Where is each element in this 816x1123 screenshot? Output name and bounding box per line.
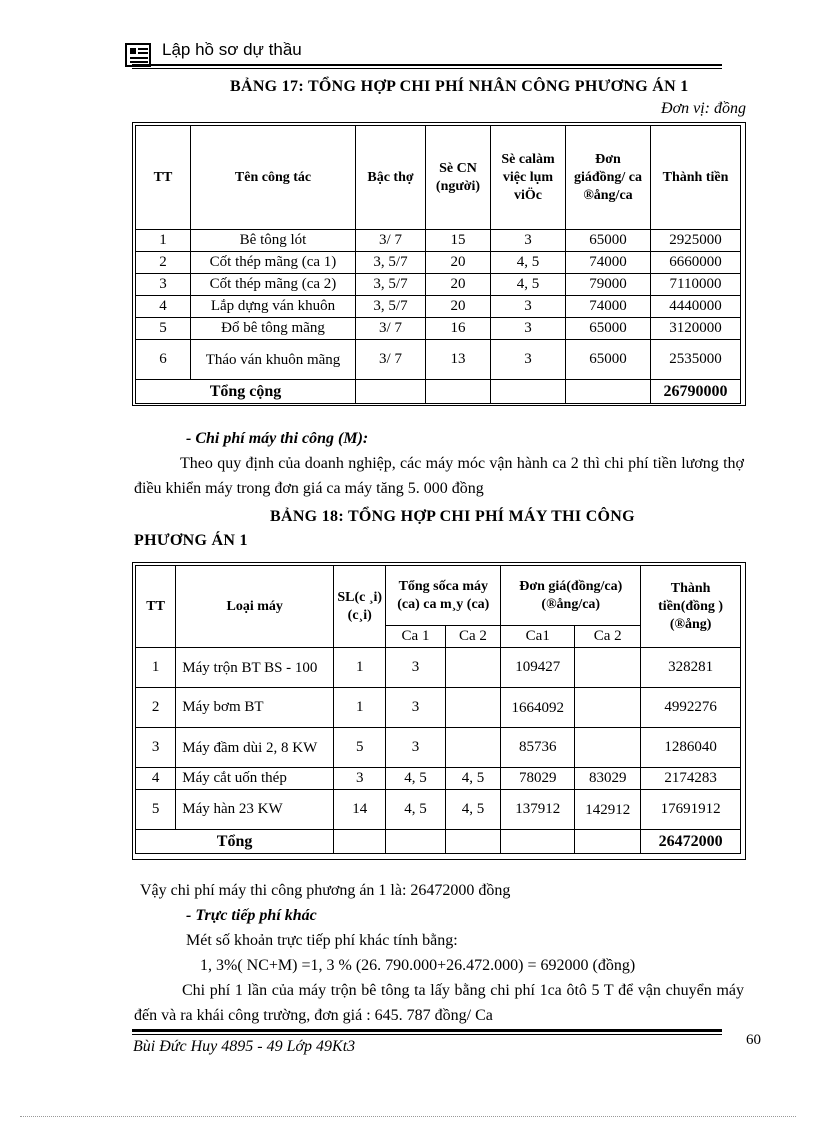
t18-total-value: 26472000 [641,830,741,854]
table17-title: BẢNG 17: TỔNG HỢP CHI PHÍ NHÂN CÔNG PHƯƠNG ÁN 1 [230,78,689,95]
t17-h-bac: Bậc thợ [356,126,426,230]
cell: 14 [334,790,386,830]
table-row [136,340,741,380]
table18-title-line2: PHƯƠNG ÁN 1 [134,532,248,549]
cell: 20 [426,252,491,274]
cell: Bê tông lót [191,230,356,252]
table-row [136,790,741,830]
t18-sub-ca2: Ca 2 [445,626,501,648]
machine-paragraph: Theo quy định của doanh nghiệp, các máy móc vận hành ca 2 thì chi phí tiền lương thợ điều khiển máy trong đơn giá ca máy tăng 5. 000 đồng [134,455,744,497]
cell [386,830,445,854]
table-row [136,296,741,318]
cell: 6660000 [651,252,741,274]
t18-sub-dg-ca1: Ca1 [501,626,575,648]
cell: 4 [136,768,176,790]
cell: 142912 [575,790,641,830]
table-total-row [136,380,741,404]
cell: Máy cắt uốn thép [176,768,334,790]
t18-h-loai: Loại máy [176,566,334,648]
header-rule-thin [132,68,722,69]
cell: 4, 5 [491,252,566,274]
cell: 3, 5/7 [356,274,426,296]
cell: 20 [426,296,491,318]
header-rule [132,64,722,66]
table-row [136,252,741,274]
cell: 65000 [566,318,651,340]
cell: 3 [491,340,566,380]
cell [334,830,386,854]
cell: Máy bơm BT [176,688,334,728]
cell: Tháo ván khuôn mãng [191,340,356,380]
cell: 3 [491,318,566,340]
cell: 2925000 [651,230,741,252]
other-cost-heading: - Trực tiếp phí khác [186,907,317,924]
t18-sub-dg-ca2: Ca 2 [575,626,641,648]
cell [426,380,491,404]
cell: 4992276 [641,688,741,728]
cell: 1 [136,230,191,252]
cell: 3/ 7 [356,340,426,380]
cell: Máy trộn BT BS - 100 [176,648,334,688]
cell: 5 [334,728,386,768]
cell: 1664092 [501,688,575,728]
page-number: 60 [746,1032,761,1048]
cell: 74000 [566,296,651,318]
table17 [135,125,741,404]
cell: 109427 [501,648,575,688]
cell: 1 [136,648,176,688]
table18 [135,565,741,854]
cell: 3 [386,688,445,728]
cell: Máy hàn 23 KW [176,790,334,830]
cell: 3, 5/7 [356,296,426,318]
footer-rule-thin [132,1034,722,1035]
cell [356,380,426,404]
t17-total-label: Tổng cộng [136,380,356,404]
cell: 4, 5 [386,790,445,830]
cell [491,380,566,404]
other-cost-paragraph: Chi phí 1 lần của máy trộn bê tông ta lấy bằng chi phí 1ca ôtô 5 T để vận chuyển máy đến và ra khái công trường, đơn giá : 645. 787 đồng/ Ca [134,982,744,1024]
footer-author: Bùi Đức Huy 4895 - 49 Lớp 49Kt3 [133,1038,356,1055]
cell: 79000 [566,274,651,296]
cell: 2535000 [651,340,741,380]
table-row [136,688,741,728]
cell: 2 [136,688,176,728]
cell: 328281 [641,648,741,688]
cell: 16 [426,318,491,340]
cell: 13 [426,340,491,380]
table-row [136,768,741,790]
cell: 3 [491,296,566,318]
t18-h-dongia: Đơn giá(đồng/ca) (®ång/ca) [501,566,641,626]
t18-total-label: Tổng [136,830,334,854]
cell [566,380,651,404]
cell: 4 [136,296,191,318]
cell [501,830,575,854]
cell: 1 [334,688,386,728]
t17-total-value: 26790000 [651,380,741,404]
cell: 5 [136,790,176,830]
t18-h-tt: TT [136,566,176,648]
t17-h-name: Tên công tác [191,126,356,230]
cell [575,648,641,688]
table18-title-line1: BẢNG 18: TỔNG HỢP CHI PHÍ MÁY THI CÔNG [270,508,635,525]
cell: 4440000 [651,296,741,318]
t18-sub-ca1: Ca 1 [386,626,445,648]
other-cost-formula: 1, 3%( NC+M) =1, 3 % (26. 790.000+26.472.000) = 692000 (đồng) [200,957,636,974]
cell [445,830,501,854]
t17-h-thanhtien: Thành tiền [651,126,741,230]
cell: 4, 5 [491,274,566,296]
cell: 3 [136,274,191,296]
cell [445,688,501,728]
header-title: Lập hồ sơ dự thầu [162,40,302,59]
table17-unit: Đơn vị: đồng [661,100,746,117]
cell: 6 [136,340,191,380]
cell: 83029 [575,768,641,790]
cell: 7110000 [651,274,741,296]
cell: 3, 5/7 [356,252,426,274]
cell: 4, 5 [386,768,445,790]
t17-h-soca: Sè calàm việc lụm viÖc [491,126,566,230]
cell: 15 [426,230,491,252]
cell: 4, 5 [445,790,501,830]
cell: 85736 [501,728,575,768]
cell: 3 [334,768,386,790]
table-row [136,648,741,688]
cell: 20 [426,274,491,296]
t17-h-socn: Sè CN (người) [426,126,491,230]
cell: 2174283 [641,768,741,790]
cell: Cốt thép mãng (ca 1) [191,252,356,274]
cell: 2 [136,252,191,274]
cell: Đổ bê tông mãng [191,318,356,340]
t17-h-dongia: Đơn giáđồng/ ca ®ång/ca [566,126,651,230]
cell: 65000 [566,340,651,380]
cell: 3120000 [651,318,741,340]
cell: 17691912 [641,790,741,830]
cell: Máy đầm dùi 2, 8 KW [176,728,334,768]
cell [445,648,501,688]
cell: 78029 [501,768,575,790]
cell: 1 [334,648,386,688]
table-total-row [136,830,741,854]
cell: 1286040 [641,728,741,768]
cell [445,728,501,768]
cell [575,728,641,768]
cell: Cốt thép mãng (ca 2) [191,274,356,296]
cell: 3 [386,728,445,768]
cell: 74000 [566,252,651,274]
table-row [136,318,741,340]
other-cost-line1: Mét số khoản trực tiếp phí khác tính bằng: [186,932,458,949]
t18-h-thanhtien: Thành tiền(đồng ) (®ång) [641,566,741,648]
cell [575,688,641,728]
t18-h-sl: SL(c ¸i) (c¸i) [334,566,386,648]
t17-h-tt: TT [136,126,191,230]
footer-rule [132,1029,722,1032]
cell: 3/ 7 [356,318,426,340]
cell: 65000 [566,230,651,252]
cell: 3 [491,230,566,252]
table-row [136,230,741,252]
cell: 5 [136,318,191,340]
cell: 3 [136,728,176,768]
cell: Lắp dựng ván khuôn [191,296,356,318]
machine-heading: - Chi phí máy thi công (M): [186,430,369,447]
cell: 137912 [501,790,575,830]
page-bottom-border [20,1116,796,1117]
cell [575,830,641,854]
cell: 3/ 7 [356,230,426,252]
t18-h-tong: Tổng sốca máy (ca) ca m¸y (ca) [386,566,501,626]
summary-text: Vậy chi phí máy thi công phương án 1 là: 26472000 đồng [140,882,511,899]
table-row [136,274,741,296]
cell: 4, 5 [445,768,501,790]
cell: 3 [386,648,445,688]
table-row [136,728,741,768]
